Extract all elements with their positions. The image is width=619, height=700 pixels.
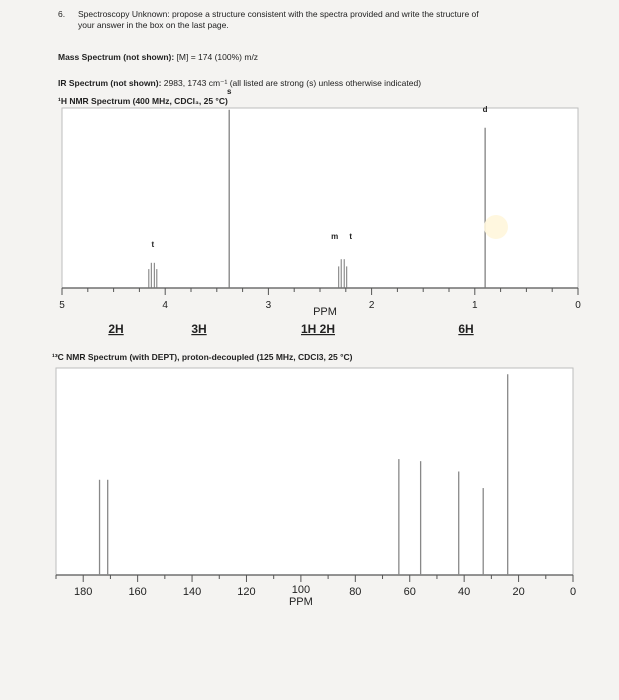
h1-nmr-chart [59,87,581,336]
h1-tick-label: 3 [265,300,272,311]
h1-tick-label: 5 [59,300,65,311]
ir-spectrum-label: IR Spectrum (not shown): [58,78,162,88]
mass-spectrum-value: [M] = 174 (100%) m/z [176,52,259,62]
h1-integration-label: 3H [191,322,207,336]
h1-multiplicity-label: t [349,232,353,242]
c13-tick-label: 0 [569,586,577,598]
h1-tick-label: 4 [162,300,168,311]
c13-tick-label: 140 [182,586,202,598]
h1-tick-label: 1 [472,300,478,311]
h1-integration-label: 1H 2H [300,322,336,336]
c13-nmr-title: ¹³C NMR Spectrum (with DEPT), proton-decoupled (125 MHz, CDCl3, 25 °C) [52,352,353,362]
h1-nmr-title: ¹H NMR Spectrum (400 MHz, CDCl₃, 25 °C) [58,96,228,106]
c13-tick-label: 180 [74,586,93,598]
glare-spot [484,215,508,239]
c13-tick-label: 120 [237,586,256,598]
h1-plot-frame [62,108,578,288]
h1-multiplicity-label: d [482,104,488,114]
c13-tick-label: 20 [512,586,525,598]
h1-tick-label: 2 [368,300,375,311]
c13-tick-label: 40 [458,586,471,598]
c13-axis-label: PPM [288,596,313,608]
c13-tick-label: 100 [291,584,311,596]
h1-multiplicity-label: m [331,232,339,242]
c13-tick-label: 160 [128,586,147,598]
mass-spectrum-label: Mass Spectrum (not shown): [58,52,175,62]
h1-integration-label: 2H [108,322,124,336]
c13-nmr-chart [56,368,576,608]
ir-spectrum-value: 2983, 1743 cm⁻¹ (all listed are strong (s) unless otherwise indicated) [163,78,422,88]
h1-axis-label: PPM [313,306,337,318]
h1-tick-label: 0 [575,300,581,311]
question-number: 6. [58,9,66,19]
c13-tick-label: 80 [349,586,362,598]
h1-integration-label: 6H [458,322,474,336]
h1-multiplicity-label: s [226,86,232,96]
question-line-2: your answer in the box on the last page. [78,20,229,30]
h1-multiplicity-label: t [151,239,155,249]
c13-plot-frame [56,368,573,575]
question-line-1: Spectroscopy Unknown: propose a structure consistent with the spectra provided and write the structure of [78,9,479,19]
c13-tick-label: 60 [403,586,416,598]
